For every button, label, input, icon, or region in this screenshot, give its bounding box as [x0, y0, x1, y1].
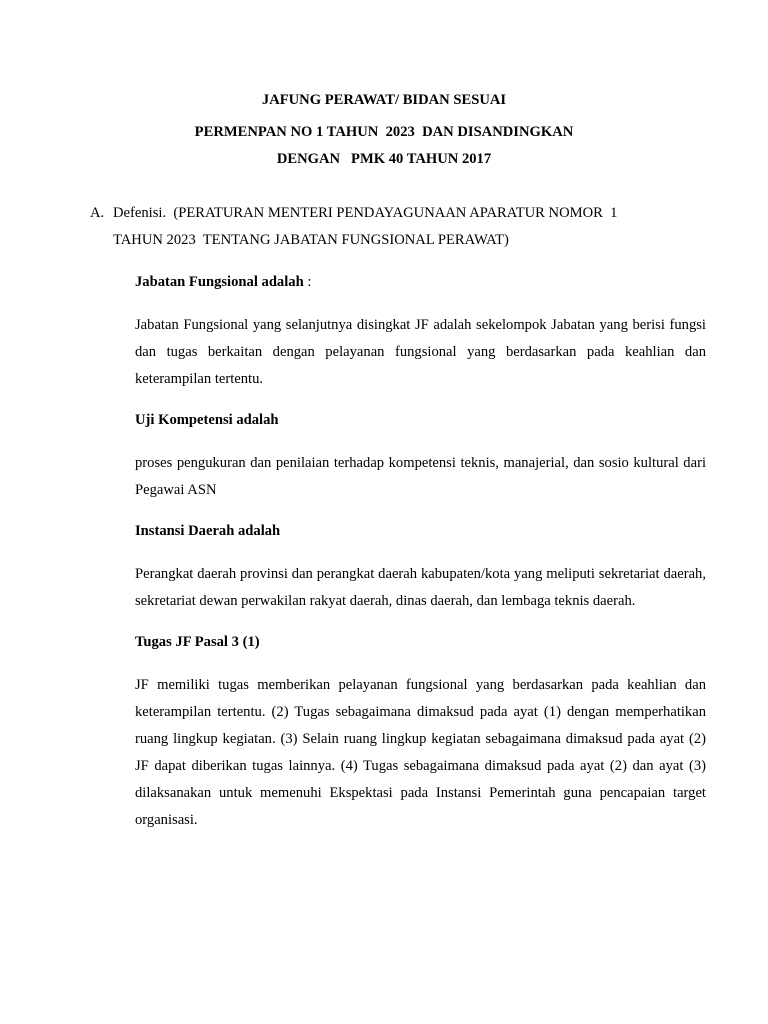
definition-term: Jabatan Fungsional adalah	[135, 274, 304, 290]
title-line-1: JAFUNG PERAWAT/ BIDAN SESUAI	[261, 92, 507, 108]
definition-heading	[135, 274, 311, 291]
definition-text: Perangkat daerah provinsi dan perangkat daerah kabupaten/kota yang meliputi sekretariat daerah, sekretariat dewan perwakilan rakyat daerah, dinas daerah, dan lembaga teknis daerah.	[135, 566, 706, 609]
definition-heading: Instansi Daerah adalah	[135, 523, 281, 539]
title-line-3: DENGAN PMK 40 TAHUN 2017	[276, 151, 492, 167]
title-line-2: PERMENPAN NO 1 TAHUN 2023 DAN DISANDINGKAN	[194, 124, 574, 140]
definition-heading: Uji Kompetensi adalah	[135, 412, 279, 428]
definition-text: JF memiliki tugas memberikan pelayanan fungsional yang berdasarkan pada keahlian dan keterampilan tertentu. (2) Tugas sebagaimana dimaksud pada ayat (1) dengan memperhatikan ruang lingkup kegiatan. (3) Selain ruang lingkup kegiatan sebagaimana dimaksud pada ayat (2) JF dapat diberikan tugas lainnya. (4) Tugas sebagaimana dimaksud pada ayat (2) dan ayat (3) dilaksanakan untuk memenuhi Ekspektasi pada Instansi Pemerintah guna pencapaian target organisasi.	[135, 677, 706, 828]
definition-colon: :	[303, 274, 312, 290]
section-a-heading-line-2: TAHUN 2023 TENTANG JABATAN FUNGSIONAL PERAWAT)	[113, 232, 509, 248]
definition-text: proses pengukuran dan penilaian terhadap kompetensi teknis, manajerial, dan sosio kultural dari Pegawai ASN	[135, 455, 706, 498]
section-a-marker: A.	[90, 205, 105, 221]
section-a-heading-line-1: Defenisi. (PERATURAN MENTERI PENDAYAGUNAAN APARATUR NOMOR 1	[113, 205, 618, 221]
definition-text: Jabatan Fungsional yang selanjutnya disingkat JF adalah sekelompok Jabatan yang berisi fungsi dan tugas berkaitan dengan pelayanan fungsional yang berdasarkan pada keahlian dan keterampilan tertentu.	[135, 317, 706, 387]
definition-heading: Tugas JF Pasal 3 (1)	[135, 634, 260, 650]
